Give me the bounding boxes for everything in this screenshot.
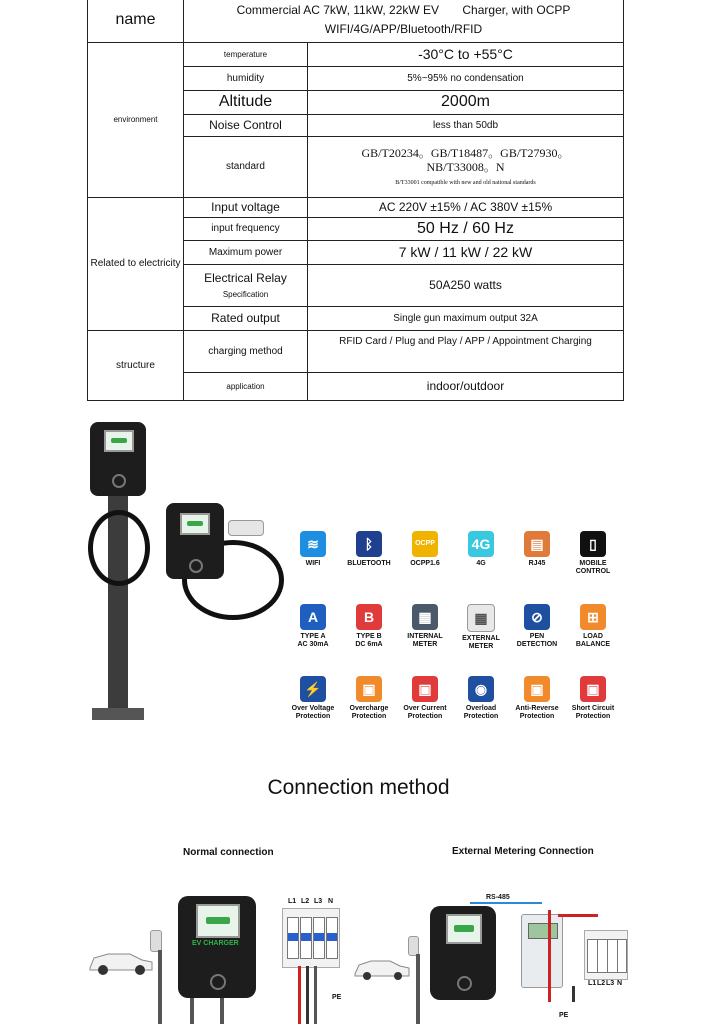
name-value-line1: Commercial AC 7kW, 11kW, 22kW EV Charger, with OCPP <box>236 3 571 18</box>
car-icon <box>86 946 156 976</box>
relay-label: Electrical Relay <box>204 271 287 285</box>
application-value: indoor/outdoor <box>308 373 624 401</box>
bluetooth-icon: ᛒ <box>356 531 382 557</box>
environment-group: environment <box>88 43 184 198</box>
ocpp-icon: OCPP <box>412 531 438 557</box>
type-b-icon: B <box>356 604 382 630</box>
feature-wifi <box>283 531 343 568</box>
feature-label: MOBILE CONTROL <box>575 560 611 575</box>
rs485-label: RS-485 <box>486 894 510 901</box>
charger-screen <box>446 914 482 944</box>
energy-meter <box>521 914 563 988</box>
plug-icon <box>150 930 162 952</box>
normal-charger-unit <box>178 896 256 998</box>
supply-cable <box>190 998 194 1024</box>
altitude-label: Altitude <box>184 91 308 115</box>
ev-plug <box>228 520 264 536</box>
wifi-icon: ≋ <box>300 531 326 557</box>
feature-internal-meter <box>395 604 455 649</box>
plug-icon <box>408 936 419 956</box>
wire-label-l2: L2 <box>597 980 606 987</box>
breaker-panel <box>282 908 340 968</box>
feature-label: RJ45 <box>528 560 546 567</box>
altitude-value: 2000m <box>308 91 624 115</box>
type-a-icon: A <box>300 604 326 630</box>
over-voltage-icon: ⚡ <box>300 676 326 702</box>
wire-label-n: N <box>617 980 623 987</box>
charger-screen <box>196 904 240 938</box>
standard-line2: NB/T33008。N <box>426 159 505 174</box>
feature-label: 4G <box>476 560 486 567</box>
short-circuit-icon: ▣ <box>580 676 606 702</box>
feature-mobile <box>563 531 623 576</box>
wire-label-n: N <box>328 898 334 905</box>
overcharge-icon: ▣ <box>356 676 382 702</box>
feature-type-b <box>339 604 399 649</box>
rfid-icon <box>112 474 126 488</box>
wire-grey <box>314 966 317 1024</box>
connection-title: Connection method <box>267 776 450 799</box>
wire-black <box>306 966 309 1024</box>
feature-ethernet <box>507 531 567 568</box>
wire-red <box>548 910 551 1002</box>
wire-label-l1: L1 <box>588 980 597 987</box>
wire-red <box>298 966 301 1024</box>
charger-screen <box>180 513 210 535</box>
name-label: name <box>88 0 184 43</box>
max-power-label: Maximum power <box>184 241 308 265</box>
charging-method-label: charging method <box>184 331 308 373</box>
standard-value <box>308 137 624 198</box>
internal-meter-icon: ▦ <box>412 604 438 630</box>
feature-anti-reverse <box>507 676 567 721</box>
pen-detection-icon: ⊘ <box>524 604 550 630</box>
input-voltage-value: AC 220V ±15% / AC 380V ±15% <box>308 198 624 218</box>
relay-label-cell <box>184 265 308 307</box>
charger-brand: EV CHARGER <box>192 940 239 947</box>
feature-ocpp <box>395 531 455 568</box>
rfid-icon <box>457 976 472 991</box>
car-icon <box>352 954 412 982</box>
feature-external-meter <box>451 604 511 651</box>
overload-icon: ◉ <box>468 676 494 702</box>
feature-4g <box>451 531 511 568</box>
electricity-group: Related to electricity <box>88 198 184 331</box>
wire-label-l3: L3 <box>314 898 323 905</box>
4g-icon: 4G <box>468 531 494 557</box>
charger-screen <box>104 430 134 452</box>
feature-pen-detection <box>507 604 567 649</box>
normal-connection-label: Normal connection <box>183 847 274 858</box>
feature-label: INTERNAL METER <box>407 633 443 648</box>
pole-cable <box>88 510 150 586</box>
wall-charger-unit <box>166 503 224 579</box>
structure-group: structure <box>88 331 184 401</box>
feature-label: EXTERNAL METER <box>462 635 500 650</box>
noise-value: less than 50db <box>308 115 624 137</box>
feature-label: Overload Protection <box>463 705 499 720</box>
feature-over-voltage <box>283 676 343 721</box>
wire-red <box>558 914 598 917</box>
feature-label: TYPE A AC 30mA <box>297 633 329 648</box>
input-frequency-value: 50 Hz / 60 Hz <box>308 218 624 241</box>
rfid-icon <box>210 974 226 990</box>
feature-type-a <box>283 604 343 649</box>
standard-label: standard <box>184 137 308 198</box>
rated-output-label: Rated output <box>184 307 308 331</box>
feature-overcharge <box>339 676 399 721</box>
max-power-value: 7 kW / 11 kW / 22 kW <box>308 241 624 265</box>
relay-sub: Specification <box>222 289 269 299</box>
wire-label-l2: L2 <box>301 898 310 905</box>
mobile-icon: ▯ <box>580 531 606 557</box>
humidity-value: 5%~95% no condensation <box>308 67 624 91</box>
charge-cable <box>416 954 420 1024</box>
feature-load-balance <box>563 604 623 649</box>
feature-over-current <box>395 676 455 721</box>
standard-note: B/T33001 compatible with new and old national standards <box>395 180 536 187</box>
feature-label: WIFI <box>305 560 321 567</box>
feature-label: OCPP1.6 <box>410 560 440 567</box>
feature-label: Over Current Protection <box>403 705 447 720</box>
wire-black <box>572 986 575 1002</box>
wire-label-l1: L1 <box>288 898 297 905</box>
feature-label: PEN DETECTION <box>516 633 558 648</box>
feature-bluetooth <box>339 531 399 568</box>
pe-label: PE <box>332 994 342 1001</box>
external-charger-unit <box>430 906 496 1000</box>
rfid-icon <box>189 559 203 573</box>
breaker-panel <box>584 930 628 980</box>
feature-overload <box>451 676 511 721</box>
standard-line1: GB/T20234。GB/T18487。GB/T27930。 <box>361 145 570 160</box>
name-value-line2: WIFI/4G/APP/Bluetooth/RFID <box>324 22 483 36</box>
supply-cable <box>220 998 224 1024</box>
charger-pole-base <box>92 708 144 720</box>
meter-display <box>528 923 558 939</box>
wire-label-l3: L3 <box>606 980 615 987</box>
input-frequency-label: input frequency <box>184 218 308 241</box>
spec-table <box>87 0 624 401</box>
name-value <box>184 0 624 43</box>
over-current-icon: ▣ <box>412 676 438 702</box>
charge-cable <box>158 950 162 1024</box>
external-metering-label: External Metering Connection <box>452 846 594 857</box>
input-voltage-label: Input voltage <box>184 198 308 218</box>
application-label: application <box>184 373 308 401</box>
feature-label: Over Voltage Protection <box>291 705 335 720</box>
relay-value: 50A250 watts <box>308 265 624 307</box>
charging-method-value: RFID Card / Plug and Play / APP / Appointment Charging <box>308 331 624 373</box>
noise-label: Noise Control <box>184 115 308 137</box>
load-balance-icon: ⊞ <box>580 604 606 630</box>
anti-reverse-icon: ▣ <box>524 676 550 702</box>
feature-short-circuit <box>563 676 623 721</box>
rated-output-value: Single gun maximum output 32A <box>308 307 624 331</box>
ethernet-icon: ▤ <box>524 531 550 557</box>
external-meter-icon: ▦ <box>467 604 495 632</box>
pe-label: PE <box>559 1012 569 1019</box>
rs485-wire <box>470 902 542 904</box>
feature-label: Overcharge Protection <box>349 705 389 720</box>
pole-charger-unit <box>90 422 146 496</box>
feature-label: Anti-Reverse Protection <box>515 705 559 720</box>
feature-label: LOAD BALANCE <box>575 633 611 648</box>
temperature-label: temperature <box>184 43 308 67</box>
temperature-value: -30°C to +55°C <box>308 43 624 67</box>
feature-label: Short Circuit Protection <box>571 705 615 720</box>
humidity-label: humidity <box>184 67 308 91</box>
feature-label: BLUETOOTH <box>347 560 391 567</box>
feature-label: TYPE B DC 6mA <box>355 633 383 648</box>
